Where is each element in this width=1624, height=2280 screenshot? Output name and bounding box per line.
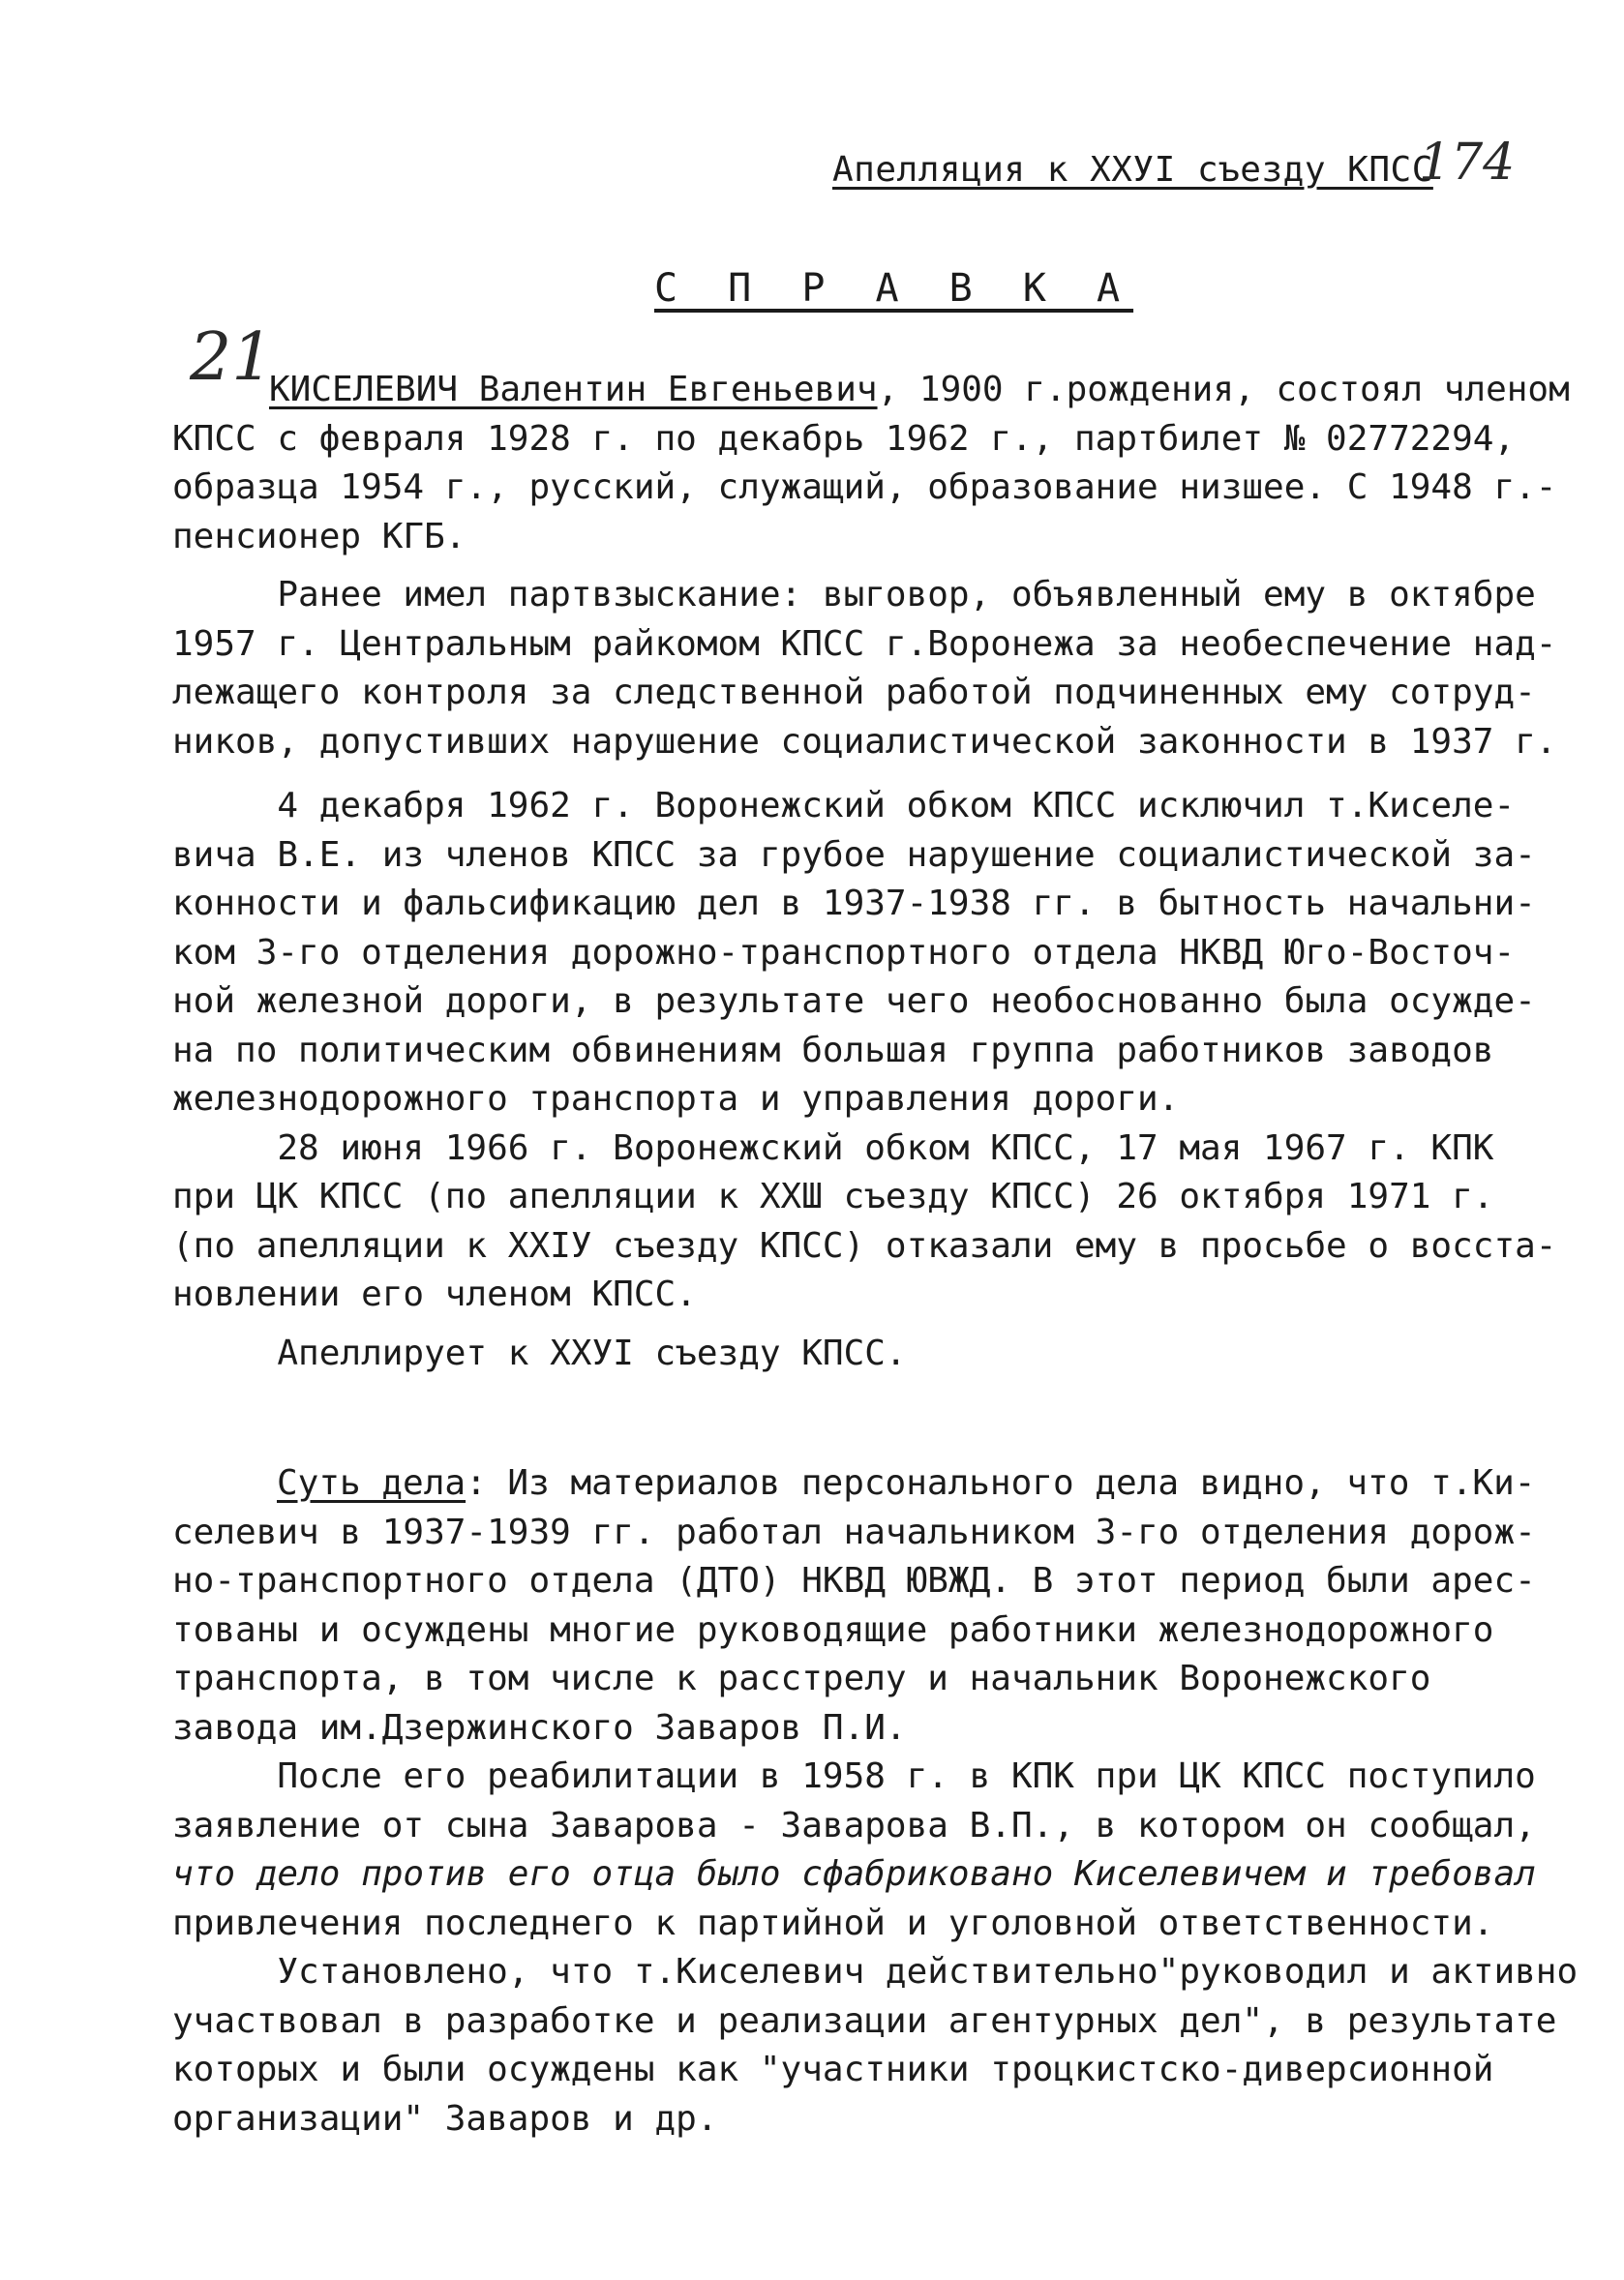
text-line: 28 июня 1966 г. Воронежский обком КПСС, 17 мая 1967 г. КПК bbox=[172, 1127, 1494, 1168]
handwritten-entry-number: 21 bbox=[190, 319, 274, 396]
text-line: новлении его членом КПСС. bbox=[172, 1275, 697, 1314]
text-line: образца 1954 г., русский, служащий, образование низшее. С 1948 г.- bbox=[172, 467, 1557, 507]
text-line: заявление от сына Заварова - Заварова В.П., в котором он сообщал, bbox=[172, 1805, 1536, 1845]
text-line: Ранее имел партвзыскание: выговор, объявленный ему в октябре bbox=[172, 575, 1536, 615]
text-fragment: : Из материалов персонального дела видно, что т.Ки- bbox=[466, 1463, 1536, 1503]
text-line bbox=[172, 1459, 1536, 1509]
text-line: конности и фальсификацию дел в 1937-1938 гг. в бытность начальни- bbox=[172, 884, 1536, 923]
sheet-number: 174 bbox=[1419, 134, 1516, 192]
text-line: Установлено, что т.Киселевич действительно"руководил и активно bbox=[172, 1952, 1579, 1992]
text-line: ников, допустивших нарушение социалистической законности в 1937 г. bbox=[172, 721, 1557, 762]
appeal-header: Апелляция к ХХУI съезду КПСС bbox=[832, 150, 1433, 190]
person-name: КИСЕЛЕВИЧ Валентин Евгеньевич bbox=[269, 370, 878, 409]
text-line: которых и были осуждены как "участники троцкистско-диверсионной bbox=[172, 2050, 1494, 2089]
text-line: что дело против его отца было сфабриковано Киселевичем и требовал bbox=[172, 1854, 1536, 1894]
text-line: участвовал в разработке и реализации агентурных дел", в результате bbox=[172, 2000, 1557, 2041]
text-line: привлечения последнего к партийной и уголовной ответственности. bbox=[172, 1903, 1494, 1943]
text-line: но-транспортного отдела (ДТО) НКВД ЮВЖД. В этот период были арес- bbox=[172, 1561, 1536, 1601]
text-line: 4 декабря 1962 г. Воронежский обком КПСС исключил т.Киселе- bbox=[172, 786, 1516, 825]
text-line: ной железной дороги, в результате чего необоснованно была осужде- bbox=[172, 981, 1536, 1021]
text-line: 1957 г. Центральным райкомом КПСС г.Воронежа за необеспечение над- bbox=[172, 623, 1557, 664]
text-line: селевич в 1937-1939 гг. работал начальником 3-го отделения дорож- bbox=[172, 1512, 1536, 1552]
text-line: на по политическим обвинениям большая группа работников заводов bbox=[172, 1030, 1494, 1070]
text-line: После его реабилитации в 1958 г. в КПК при ЦК КПСС поступило bbox=[172, 1756, 1536, 1796]
text-line: при ЦК КПСС (по апелляции к ХХШ съезду КПСС) 26 октября 1971 г. bbox=[172, 1177, 1494, 1216]
document-body bbox=[172, 366, 1579, 2144]
text-line: лежащего контроля за следственной работой подчиненных ему сотруд- bbox=[172, 673, 1536, 712]
text-line: КПСС с февраля 1928 г. по декабрь 1962 г., партбилет № 02772294, bbox=[172, 418, 1516, 459]
text-line bbox=[172, 366, 1570, 415]
text-line: тованы и осуждены многие руководящие работники железнодорожного bbox=[172, 1609, 1494, 1650]
text-fragment: , 1900 г.рождения, состоял членом bbox=[877, 370, 1570, 409]
text-line: пенсионер КГБ. bbox=[172, 516, 466, 556]
text-line: транспорта, в том числе к расстрелу и начальник Воронежского bbox=[172, 1659, 1431, 1698]
text-line: вича В.Е. из членов КПСС за грубое нарушение социалистической за- bbox=[172, 834, 1536, 875]
text-line: завода им.Дзержинского Заваров П.И. bbox=[172, 1707, 907, 1748]
document-title: С П Р А В К А bbox=[654, 266, 1134, 311]
text-line: Апеллирует к ХХУI съезду КПСС. bbox=[172, 1333, 907, 1373]
text-line: организации" Заваров и др. bbox=[172, 2098, 718, 2139]
text-line: железнодорожного транспорта и управления дороги. bbox=[172, 1079, 1180, 1119]
section-lead: Суть дела bbox=[277, 1463, 466, 1503]
text-line: (по апелляции к ХХIУ съезду КПСС) отказали ему в просьбе о восста- bbox=[172, 1225, 1557, 1266]
text-line: ком 3-го отделения дорожно-транспортного отдела НКВД Юго-Восточ- bbox=[172, 932, 1516, 973]
